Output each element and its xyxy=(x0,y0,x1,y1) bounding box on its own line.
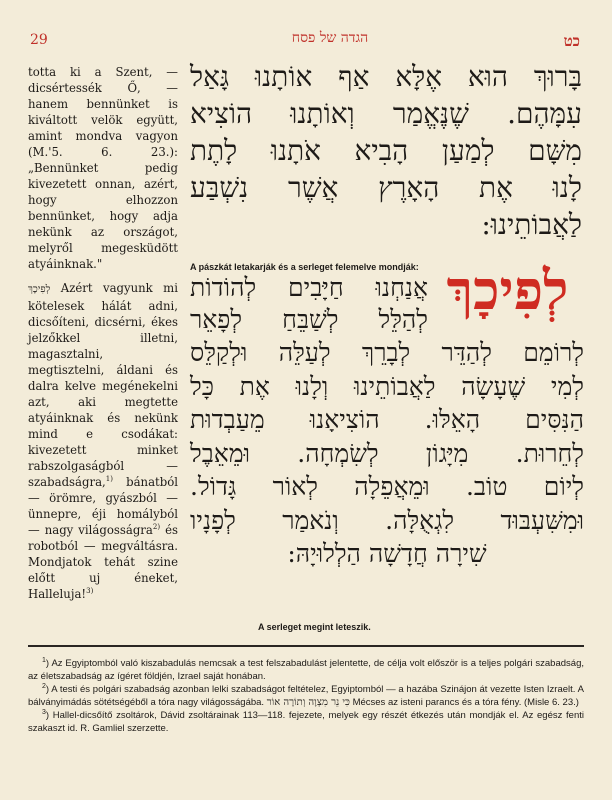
hebrew-text-bottom xyxy=(190,336,584,571)
hungarian-paragraph-2-text-a: Azért vagyunk mi kötelesek hálát adni, dicsőíteni, dicsérni, ékes jelzőkkel illetni, magasztalni, megtisztelni, áldani és dalra kelve megénekelni azt, aki megtette atyáinknak és nekünk mind e csodákat: kivezetett minket rabszolgaságból — szabadságra, xyxy=(28,281,179,489)
footnote-2-hebrew-quote: כִּי נֵר מִצְוָה וְתוֹרָה אוֹר xyxy=(266,696,350,708)
hebrew-line: שִׁירָה חֲדָשָׁה הַלְלוּיָהּ: xyxy=(287,539,487,568)
hebrew-line: לְהַלֵּל לְשַׁבֵּחַ לְפָאֵר xyxy=(190,305,428,334)
footnote-ref-3: 3) xyxy=(86,587,94,596)
page-number-right: כט xyxy=(563,32,580,50)
hebrew-line: לְחֵרוּת. מִיָּגוֹן לְשִׂמְחָה. וּמֵאֵבֶל xyxy=(190,438,584,468)
hungarian-paragraph-2-text-b: bánatból — örömre, gyászból — ünnepre, éji homályból — nagy világosságra xyxy=(28,475,178,537)
hebrew-text-top xyxy=(190,58,582,243)
hebrew-line: לַאֲבוֹתֵינוּ: xyxy=(481,208,582,241)
initial-word-lefichach: לְפִיכָךְ xyxy=(446,258,569,322)
instruction-caption-top: A pászkát letakarják és a serleget felemelve mondják: xyxy=(190,262,419,272)
footnote-ref-2: 2) xyxy=(152,523,161,532)
footnote-divider xyxy=(28,645,584,647)
hebrew-line: וּמִשִּׁעְבּוּד לִגְאֻלָּה. וְנֹאמַר לְפָנָיו xyxy=(190,505,584,535)
hebrew-line: בָּרוּךְ הוּא אֶלָּא אַף אוֹתָנוּ גָּאַל xyxy=(190,60,582,93)
hebrew-line: מִשָּׁם לְמַעַן הָבִיא אֹתָנוּ לָתֶת xyxy=(190,134,582,167)
hebrew-line: לְמִי שֶׁעָשָׂה לַאֲבוֹתֵינוּ וְלָנוּ אֶת כָּל xyxy=(190,371,584,401)
hungarian-hebrew-incipit: לְפִיכָךְ xyxy=(28,284,51,295)
footnote-ref-1: 1) xyxy=(105,475,113,484)
hungarian-paragraph-2 xyxy=(28,280,178,602)
footnotes xyxy=(28,658,584,736)
running-title: הגדה של פסח xyxy=(291,30,369,46)
page-number-left: 29 xyxy=(30,32,48,48)
footnote-2: $^2$) A testi és polgári szabadság azonban lelki szabadságot feltételez, Egyiptomból — a hazába Szinájon át vezette Isten Izraelt. A bálványimádás sötétségéből a tóra nagy világosságába. כִּי נֵר מִצְוָה וְתוֹרָה אוֹר Mécses az isteni parancs és a tóra fény. (Misle 6. 23.) xyxy=(28,682,584,708)
hebrew-line: אֲנַחְנוּ חַיָּבִים לְהוֹדוֹת xyxy=(190,273,428,302)
hebrew-line: לְיוֹם טוֹב. וּמֵאֲפֵלָה לְאוֹר גָּדוֹל. xyxy=(190,472,584,501)
hebrew-text-middle xyxy=(190,272,428,336)
footnote-1: $^1$) Az Egyiptomból való kiszabadulás nemcsak a test felszabadulást jelentette, de célja volt először is a teljes polgári szabadság, az életszabadság az ígéret földjén, Izrael saját honában. xyxy=(28,656,584,682)
hungarian-paragraph-2-text-c: és robotból — megváltásra. Mondjatok tehát szine előtt uj éneket, Halleluja! xyxy=(28,523,178,601)
footnote-3: $^3$) Hallel-dicsőítő zsoltárok, Dávid zsoltárainak 113—118. fejezete, melyek egy részét étkezés után mondják el. Az egész fenti szakaszt id. R. Gamliel szerzette. xyxy=(28,708,584,734)
instruction-caption-bottom: A serleget megint leteszik. xyxy=(258,622,371,632)
hebrew-line: לְרוֹמֵם לְהַדֵּר לְבָרֵךְ לְעַלֵּה וּלְקַלֵּס xyxy=(190,338,584,367)
hungarian-paragraph-1: totta ki a Szent, — dicsértessék Ő, — hanem bennünket is kiváltott velök együtt, amint mondva vagyon (M.'5. 6. 23.): „Bennünket pedig kivezetett onnan, azért, hogy elhozzon bennünket, hogy adja nekünk az országot, melyről megesküdött atyáinknak." xyxy=(28,65,178,271)
hebrew-line: הַנִּסִּים הָאֵלּוּ. הוֹצִיאָנוּ מֵעַבְדוּת xyxy=(190,405,584,434)
hebrew-line: עִמָּהֶם. שֶׁנֶּאֱמַר וְאוֹתָנוּ הוֹצִיא xyxy=(190,97,582,130)
hebrew-line: לָנוּ אֶת הָאָרֶץ אֲשֶׁר נִשְׁבַּע xyxy=(190,171,582,204)
